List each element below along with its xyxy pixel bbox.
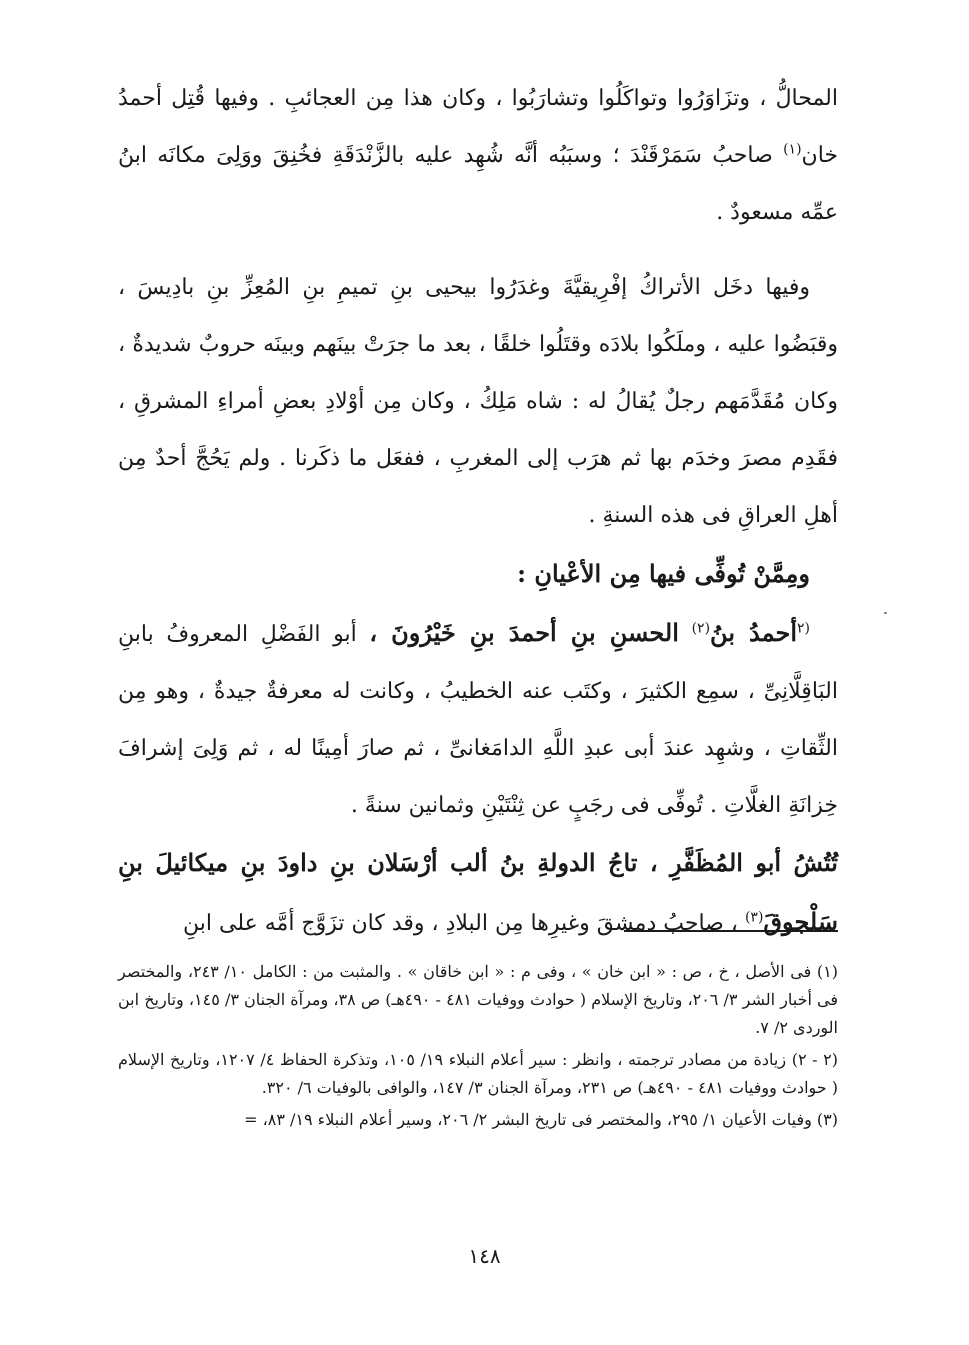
biography-entry-2 [118, 834, 838, 952]
name-khan: خان [801, 143, 838, 168]
entry-2-name: تُتُشُ أبو المُظَفَّرِ ، تاجُ الدولةِ بنُ ألب أرْسَلان بنِ داودَ بنِ ميكائيلَ بنِ سَلْجوقَ [118, 848, 838, 936]
paragraph-1-text: المحالُّ ، وتزَاوَرُوا وتواكَلُوا وتشارَبُوا ، وكان هذا مِن العجائبِ . وفيها قُتِل أحمدُ [118, 86, 838, 111]
section-heading: ومِمَّنْ تُوفِّى فيها مِن الأعْيانِ : [517, 559, 810, 588]
paragraph-1 [118, 70, 838, 241]
entry-2-text: ، صاحبُ دمشقَ وغيرِها مِن البلادِ ، وقد كان تزَوَّج أمَّه على ابنِ [183, 911, 738, 936]
footnotes [118, 958, 838, 1138]
footnote-ref-3[interactable]: (٣) [744, 909, 764, 926]
biography-entry-1 [118, 604, 838, 834]
footnote-2: (٢ - ٢) زيادة من مصادر ترجمته ، وانظر : سير أعلام النبلاء ١٩/ ١٠٥، وتذكرة الحفاظ ٤/ ١٢٠٧، وتاريخ الإسلام ( حوادث ووفيات ٤٨١ - ٤٩٠هـ) ص ٢٣١، ومرآة الجنان ٣/ ١٤٧، والوافى بالوفيات ٦/ ٣٢٠. [118, 1050, 838, 1097]
footnote-1: (١) فى الأصل ، خ ، ص : « ابن خان » ، وفى م : « ابن خاقان » . والمثبت من : الكامل ١٠/ ٢٤٣، والمختصر فى أخبار الشر ٣/ ٢٠٦، وتاريخ الإسلام ( حوادث ووفيات ٤٨١ - ٤٩٠هـ) ص ٣٨، ومرآة الجنان ٣/ ١٤٥، وتاريخ ابن الوردى ٢/ ٧. [118, 962, 839, 1037]
entry-1-name-rest: الحسنِ بنِ أحمدَ بنِ خَيْرُونَ ، [369, 618, 679, 647]
scan-speck [884, 612, 887, 614]
footnote-divider [624, 930, 838, 932]
entry-1-name: أحمدُ بنُ [710, 618, 798, 647]
paragraph-1-continued: صاحبُ سَمَرْقَنْدَ ؛ وسبَبُه أنَّه شُهِد عليه بالزَّنْدَقَةِ فخُنِقَ ووَلِىَ مكانَه ابنُ عمِّه مسعودٌ . [118, 143, 838, 225]
footnote-ref-1[interactable]: (١) [783, 141, 802, 158]
footnote-ref-2-close[interactable]: (٢) [691, 620, 711, 637]
footnote-3: (٣) وفيات الأعيان ١/ ٢٩٥، والمختصر فى تاريخ البشر ٢/ ٢٠٦، وسير أعلام النبلاء ١٩/ ٨٣، = [244, 1110, 838, 1129]
main-text [118, 70, 838, 952]
page-number: ١٤٨ [468, 1244, 501, 1268]
paragraph-2: وفيها دخَل الأتراكُ إفْرِيقيَّةَ وغدَرُوا بيحيى بنِ تميمِ بنِ المُعِزِّ بنِ بادِيسَ ، وقبَضُوا عليه ، وملَكُوا بلادَه وقتَلُوا خلقًا ، بعد ما جرَتْ بينَهم وبينَه حروبٌ شديدةٌ ، وكان مُقَدَّمَهم رجلٌ يُقالُ له : شاه مَلِكُ ، وكان مِن أوْلادِ بعضِ أمراءِ المشرقِ ، فقَدِم مصرَ وخدَم بها ثم هرَب إلى المغربِ ، ففعَل ما ذكَرنا . ولم يَحُجَّ أحدٌ مِن أهلِ العراقِ فى هذه السنةِ . [118, 275, 838, 528]
entry-1-text: أبو الفَضْلِ المعروفُ بابنِ البَاقِلَّانِىِّ ، سمِع الكثيرَ ، وكتَب عنه الخطيبُ ، وكانت له معرفةٌ جيدةٌ ، وهو مِن الثِّقاتِ ، وشهِد عندَ أبى عبدِ اللَّهِ الدامَغانىِّ ، ثم صارَ أمِينًا له ، ثم وَلِىَ إشرافَ خِزانَةِ الغلَّاتِ . تُوفِّى فى رجَبٍ عن ثِنْتَيْنِ وثمانين سنةً . [118, 622, 838, 818]
footnote-ref-2-open[interactable]: (٢ [797, 620, 811, 637]
